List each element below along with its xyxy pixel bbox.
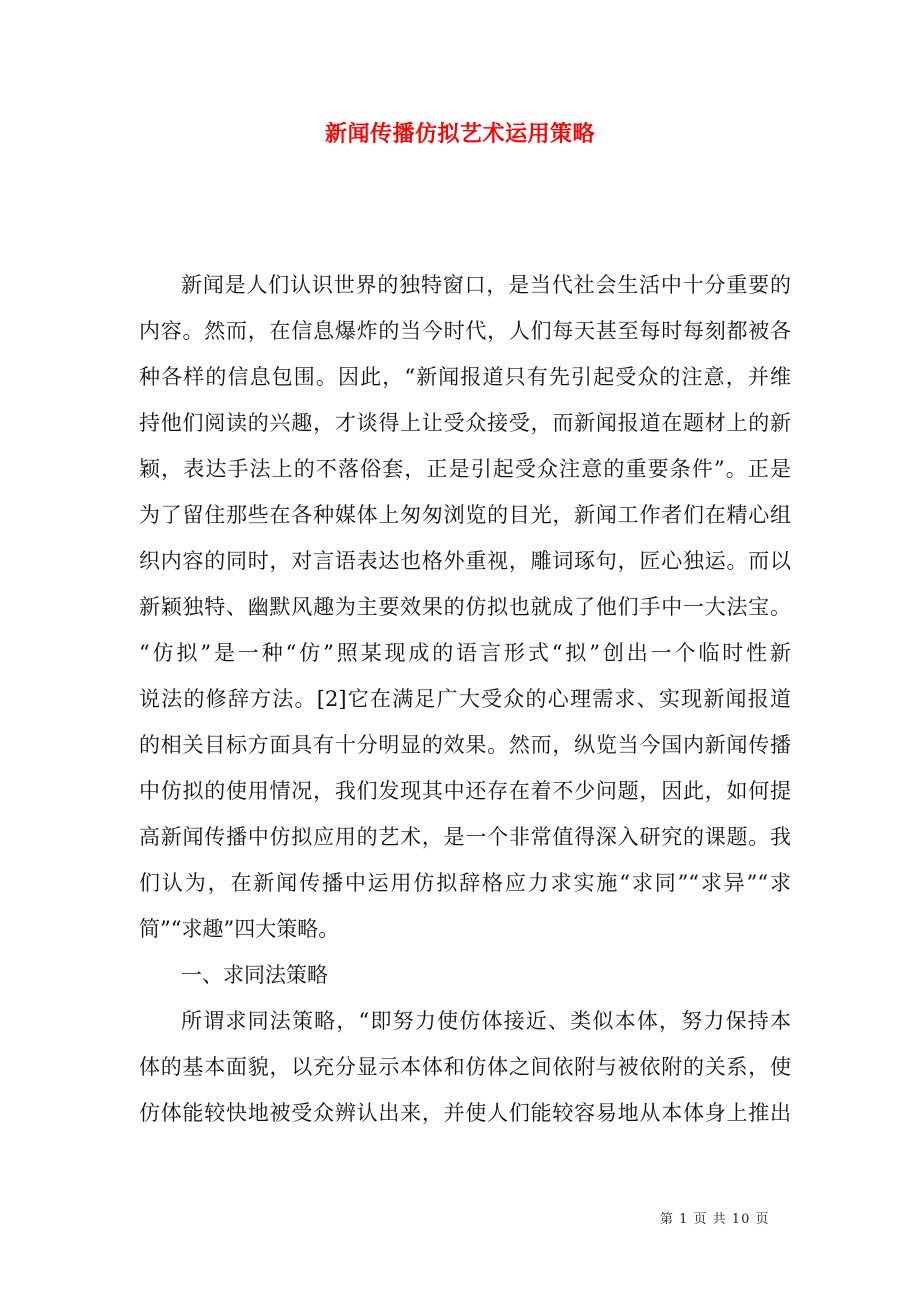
paragraph-line: 体的基本面貌，以充分显示本体和仿体之间依附与被依附的关系，使 — [139, 1055, 791, 1079]
paragraph-line: “仿拟”是一种“仿”照某现成的语言形式“拟”创出一个临时性新 — [139, 641, 791, 665]
paragraph-line: 中仿拟的使用情况，我们发现其中还存在着不少问题，因此，如何提 — [139, 779, 791, 803]
paragraph-line: 仿体能较快地被受众辨认出来，并使人们能较容易地从本体身上推出 — [139, 1101, 791, 1125]
paragraph-line: 说法的修辞方法。[2]它在满足广大受众的心理需求、实现新闻报道 — [139, 687, 791, 711]
paragraph-line: 内容。然而，在信息爆炸的当今时代，人们每天甚至每时每刻都被各 — [139, 319, 791, 343]
paragraph-line: 新闻是人们认识世界的独特窗口，是当代社会生活中十分重要的 — [181, 273, 791, 297]
paragraph-line: 种各样的信息包围。因此，“新闻报道只有先引起受众的注意，并维 — [139, 365, 791, 389]
document-title: 新闻传播仿拟艺术运用策略 — [324, 121, 595, 147]
page-indicator: 第 1 页 共 10 页 — [660, 1212, 770, 1227]
paragraph-line: 高新闻传播中仿拟应用的艺术，是一个非常值得深入研究的课题。我 — [139, 825, 791, 849]
paragraph-line: 颖，表达手法上的不落俗套，正是引起受众注意的重要条件”。正是 — [139, 457, 791, 481]
paragraph-line: 简”“求趣”四大策略。 — [139, 917, 340, 941]
paragraph-line: 为了留住那些在各种媒体上匆匆浏览的目光，新闻工作者们在精心组 — [139, 503, 791, 527]
section-heading: 一、求同法策略 — [181, 963, 328, 987]
paragraph-line: 新颖独特、幽默风趣为主要效果的仿拟也就成了他们手中一大法宝。 — [139, 595, 791, 619]
paragraph-line: 所谓求同法策略，“即努力使仿体接近、类似本体，努力保持本 — [181, 1009, 791, 1033]
paragraph-line: 持他们阅读的兴趣，才谈得上让受众接受，而新闻报道在题材上的新 — [139, 411, 791, 435]
paragraph-line: 织内容的同时，对言语表达也格外重视，雕词琢句，匠心独运。而以 — [139, 549, 791, 573]
paragraph-line: 的相关目标方面具有十分明显的效果。然而，纵览当今国内新闻传播 — [139, 733, 791, 757]
document-body — [139, 262, 791, 1136]
paragraph-line: 们认为，在新闻传播中运用仿拟辞格应力求实施“求同”“求异”“求 — [139, 871, 791, 895]
